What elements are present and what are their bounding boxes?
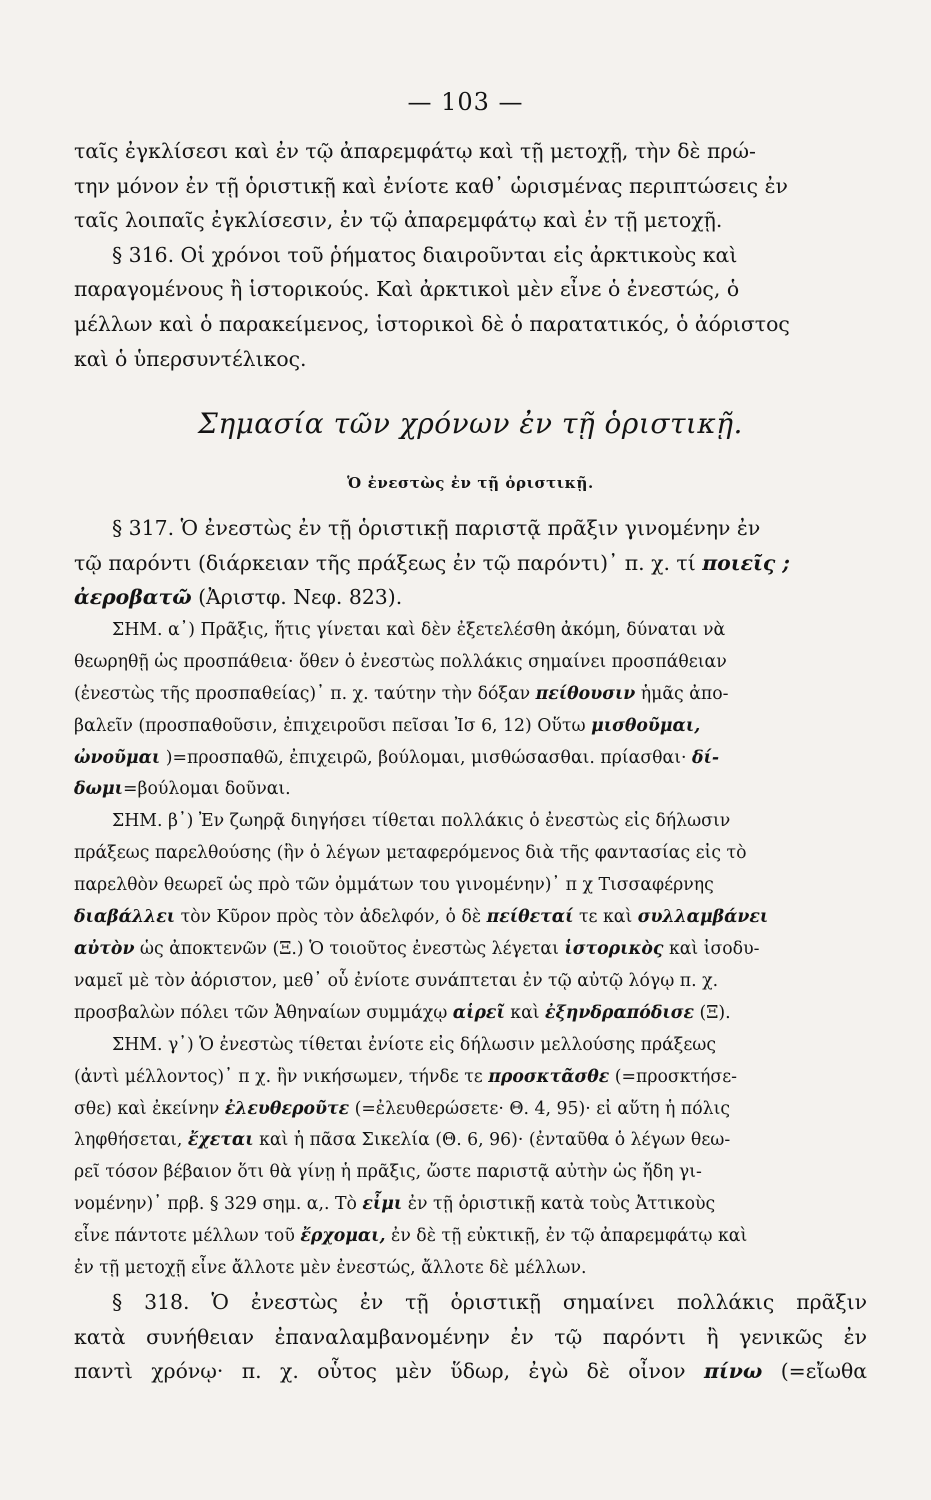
note-a: [74, 615, 867, 806]
note-b-line-7-end: (Ξ).: [693, 1002, 731, 1023]
note-b-line-2: πράξεως παρελθούσης (ἣν ὁ λέγων μεταφερόμενος διὰ τῆς φαντασίας εἰς τὸ: [74, 843, 747, 864]
note-b-line-4-mid: τε καὶ: [573, 907, 638, 928]
note-a-misthoumai: μισθοῦμαι,: [591, 715, 701, 736]
note-c-echetai: ἔχεται: [187, 1130, 254, 1151]
note-b-istorikos: ἱστορικὸς: [564, 939, 664, 959]
note-a-peithousin: πείθουσιν: [535, 683, 636, 704]
note-c-prosktasthe: προσκτᾶσθε: [488, 1066, 610, 1087]
note-c-line-4: ληφθήσεται,: [74, 1130, 188, 1151]
note-c-line-5: ρεῖ τόσον βέβαιον ὅτι θὰ γίνῃ ἡ πρᾶξις, ὥστε παριστᾷ αὐτὴν ὡς ἤδη γι-: [74, 1162, 702, 1183]
intro-line-1: ταῖς ἐγκλίσεσι καὶ ἐν τῷ ἀπαρεμφάτῳ καὶ τῇ μετοχῇ, τὴν δὲ πρώ-: [74, 139, 756, 163]
section-subheading: Ὁ ἐνεστὼς ἐν τῇ ὁριστικῇ.: [347, 474, 594, 493]
note-b-line-1: ΣΗΜ. β᾽) Ἐν ζωηρᾷ διηγήσει τίθεται πολλάκις ὁ ἐνεστὼς εἰς δήλωσιν: [112, 811, 731, 832]
s316-line-3: μέλλων καὶ ὁ παρακείμενος, ἱστορικοὶ δὲ ὁ παρατατικός, ὁ ἀόριστος: [74, 311, 790, 336]
note-b-syllambanei: συλλαμβάνει: [637, 907, 769, 928]
page-body: [74, 134, 867, 1389]
note-c-line-3-end: (=ἐλευθερώσετε· Θ. 4, 95)· εἰ αὕτη ἡ πόλις: [349, 1098, 731, 1119]
note-b-line-4: τὸν Κῦρον πρὸς τὸν ἀδελφόν, ὁ δὲ: [175, 907, 487, 928]
note-b-peithetai: πείθεταί: [486, 907, 574, 928]
note-a-line-3-end: ἡμᾶς ἀπο-: [635, 683, 729, 704]
s316-line-2: παραγομένους ἢ ἱστορικούς. Καὶ ἀρκτικοὶ μὲν εἶνε ὁ ἐνεστώς, ὁ: [74, 277, 740, 302]
note-c-eleutheroute: ἐλευθεροῦτε: [224, 1098, 350, 1119]
s317-line-2: τῷ παρόντι (διάρκειαν τῆς πράξεως ἐν τῷ παρόντι)᾽ π. χ. τί: [74, 550, 703, 575]
page-number: — 103 —: [407, 88, 524, 116]
note-c-line-8: ἐν τῇ μετοχῇ εἶνε ἄλλοτε μὲν ἐνεστώς, ἄλλοτε δὲ μέλλων.: [74, 1258, 587, 1279]
note-c: [74, 1030, 867, 1285]
s317-citation: (Ἀριστφ. Νεφ. 823).: [191, 585, 403, 610]
section-317: [74, 511, 867, 615]
note-a-line-6: =βούλομαι δοῦναι.: [123, 779, 291, 800]
note-b-exendrapodise: ἐξηνδραπόδισε: [545, 1002, 694, 1023]
note-b-line-5-end: καὶ ἰσοδυ-: [663, 939, 760, 959]
note-c-line-2-end: (=προσκτήσε-: [609, 1066, 738, 1087]
s316-line-4: καὶ ὁ ὑπερσυντέλικος.: [74, 346, 307, 371]
note-b-hairei: αἱρεῖ: [452, 1002, 505, 1023]
note-c-eimi: εἶμι: [362, 1194, 403, 1215]
s317-line-1: § 317. Ὁ ἐνεστὼς ἐν τῇ ὁριστικῇ παριστᾷ πρᾶξιν γινομένην ἐν: [112, 516, 761, 541]
note-a-line-4: βαλεῖν (προσπαθοῦσιν, ἐπιχειροῦσι πεῖσαι Ἰσ 6, 12) Οὕτω: [74, 715, 592, 736]
s318-pino: πίνω: [703, 1359, 763, 1384]
s317-example-poieis: ποιεῖς ;: [702, 550, 790, 575]
note-b: [74, 806, 867, 1029]
note-b-line-6: ναμεῖ μὲ τὸν ἀόριστον, μεθ᾽ οὗ ἐνίοτε συνάπτεται ἐν τῷ αὐτῷ λόγῳ π. χ.: [74, 970, 719, 991]
note-c-line-1: ΣΗΜ. γ᾽) Ὁ ἐνεστὼς τίθεται ἐνίοτε εἰς δήλωσιν μελλούσης πράξεως: [112, 1034, 717, 1055]
note-c-line-4-end: καὶ ἡ πᾶσα Σικελία (Θ. 6, 96)· (ἐνταῦθα ὁ λέγων θεω-: [253, 1130, 731, 1151]
note-c-line-2: (ἀντὶ μέλλοντος)᾽ π χ. ἣν νικήσωμεν, τήνδε τε: [74, 1066, 489, 1087]
note-b-line-7: προσβαλὼν πόλει τῶν Ἀθηναίων συμμάχῳ: [74, 1002, 453, 1023]
note-c-line-7-end: ἐν δὲ τῇ εὐκτικῇ, ἐν τῷ ἀπαρεμφάτῳ καὶ: [385, 1226, 748, 1247]
s317-example-aerobato: ἀεροβατῶ: [74, 585, 192, 610]
note-b-line-3: παρελθὸν θεωρεῖ ὡς πρὸ τῶν ὀμμάτων του γινομένην)᾽ π χ Τισσαφέρνης: [74, 875, 714, 896]
note-c-line-7: εἶνε πάντοτε μέλλων τοῦ: [74, 1226, 301, 1247]
s318-line-3-end: (=εἴωθα: [762, 1359, 867, 1384]
note-a-line-2: θεωρηθῇ ὡς προσπάθεια· ὅθεν ὁ ἐνεστὼς πολλάκις σημαίνει προσπάθειαν: [74, 651, 727, 672]
section-316: [74, 238, 867, 376]
section-heading: Σημασία τῶν χρόνων ἐν τῇ ὁριστικῇ.: [198, 407, 743, 441]
note-b-auton: αὐτὸν: [74, 939, 135, 959]
note-c-erchomai: ἔρχομαι,: [300, 1226, 386, 1247]
note-c-line-6-end: ἐν τῇ ὁριστικῇ κατὰ τοὺς Ἀττικοὺς: [402, 1194, 716, 1215]
intro-line-2: την μόνον ἐν τῇ ὁριστικῇ καὶ ἐνίοτε καθ᾽ ὡρισμένας περιπτώσεις ἐν: [74, 173, 788, 198]
note-b-line-7-mid: καὶ: [504, 1002, 546, 1023]
intro-paragraph: [74, 134, 867, 238]
note-a-line-5: )=προσπαθῶ, ἐπιχειρῶ, βούλομαι, μισθώσασθαι. πρίασθαι·: [160, 747, 692, 768]
note-c-line-6: νομένην)᾽ πρβ. § 329 σημ. α,. Τὸ: [74, 1194, 363, 1215]
note-a-domi: δωμι: [74, 779, 123, 800]
s318-line-1: § 318. Ὁ ἐνεστὼς ἐν τῇ ὁριστικῇ σημαίνει πολλάκις πρᾶξιν: [112, 1289, 867, 1314]
note-b-diaballei: διαβάλλει: [74, 907, 176, 928]
note-a-line-3: (ἐνεστὼς τῆς προσπαθείας)᾽ π. χ. ταύτην τὴν δόξαν: [74, 683, 536, 704]
s318-line-3: παντὶ χρόνῳ· π. χ. οὗτος μὲν ὕδωρ, ἐγὼ δὲ οἶνον: [74, 1359, 704, 1384]
intro-line-3: ταῖς λοιπαῖς ἐγκλίσεσιν, ἐν τῷ ἀπαρεμφάτῳ καὶ ἐν τῇ μετοχῇ.: [74, 208, 723, 233]
note-a-onoumai: ὠνοῦμαι: [74, 747, 161, 768]
section-318: [74, 1285, 867, 1389]
note-b-line-5: ὡς ἀποκτενῶν (Ξ.) Ὁ τοιοῦτος ἐνεστὼς λέγεται: [134, 939, 565, 959]
note-a-line-1: ΣΗΜ. α᾽) Πρᾶξις, ἥτις γίνεται καὶ δὲν ἐξετελέσθη ἀκόμη, δύναται νὰ: [112, 619, 726, 640]
note-a-di: δί-: [691, 747, 720, 768]
note-c-line-3: σθε) καὶ ἐκείνην: [74, 1098, 225, 1119]
s316-line-1: § 316. Οἱ χρόνοι τοῦ ῥήματος διαιροῦνται εἰς ἀρκτικοὺς καὶ: [112, 242, 738, 267]
s318-line-2: κατὰ συνήθειαν ἐπαναλαμβανομένην ἐν τῷ παρόντι ἢ γενικῶς ἐν: [74, 1324, 867, 1349]
